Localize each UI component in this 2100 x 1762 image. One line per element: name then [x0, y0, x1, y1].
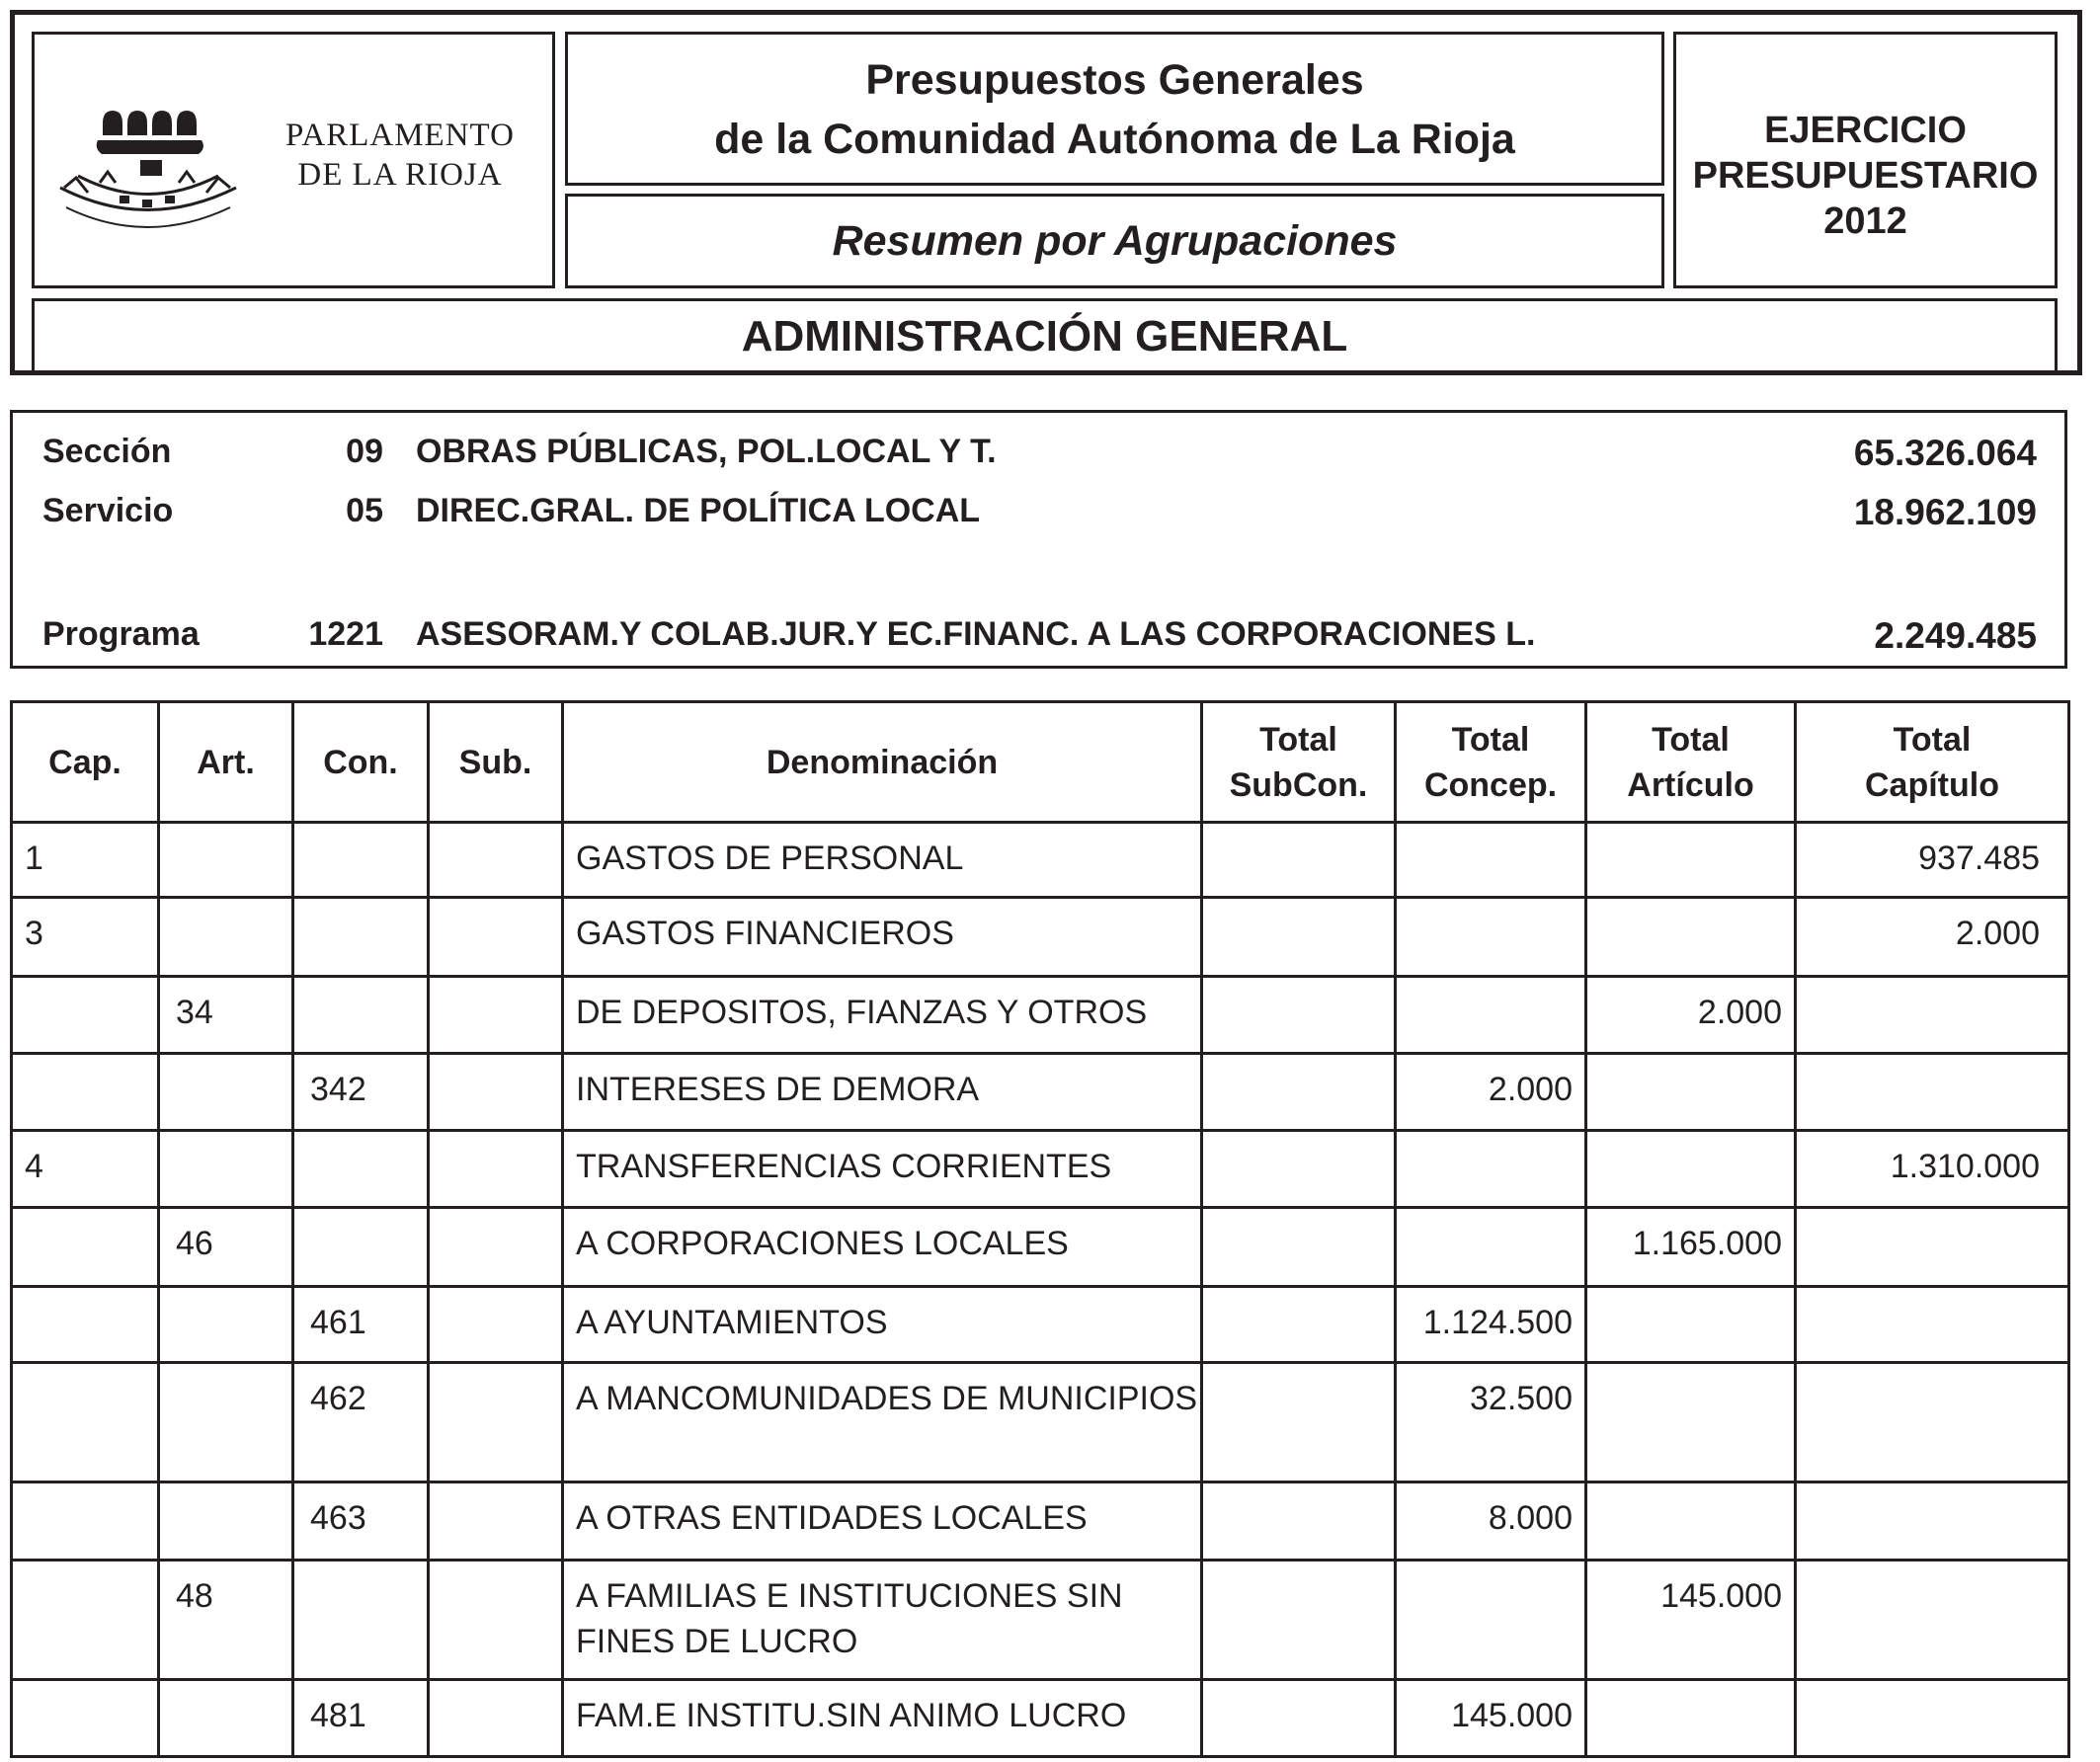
- cell-cap: 3: [12, 898, 159, 977]
- table-row: [12, 1561, 2069, 1680]
- cell-sub: [429, 977, 563, 1054]
- cell-con: [293, 1561, 429, 1680]
- seccion-label: Sección: [42, 433, 172, 470]
- cell-total-articulo: [1586, 1131, 1796, 1208]
- cell-total-concep: [1396, 823, 1586, 898]
- table-row: [12, 1054, 2069, 1131]
- cell-cap: [12, 1680, 159, 1757]
- cell-total-concep: [1396, 977, 1586, 1054]
- header-total-capitulo: Total Capítulo: [1796, 702, 2069, 823]
- cell-art: [159, 1363, 293, 1482]
- cell-total-capitulo: [1796, 1680, 2069, 1757]
- header-art: Art.: [159, 702, 293, 823]
- table-row: [12, 898, 2069, 977]
- servicio-label: Servicio: [42, 492, 174, 529]
- cell-sub: [429, 1131, 563, 1208]
- cell-sub: [429, 1208, 563, 1287]
- cell-art: 34: [159, 977, 293, 1054]
- cell-total-concep: [1396, 1131, 1586, 1208]
- cell-denominacion: INTERESES DE DEMORA: [563, 1054, 1202, 1131]
- cell-cap: [12, 1363, 159, 1482]
- cell-total-capitulo: [1796, 977, 2069, 1054]
- table-row: [12, 1680, 2069, 1757]
- cell-total-subcon: [1202, 1054, 1396, 1131]
- cell-denominacion: GASTOS DE PERSONAL: [563, 823, 1202, 898]
- cell-sub: [429, 823, 563, 898]
- cell-cap: [12, 1054, 159, 1131]
- cell-con: [293, 1131, 429, 1208]
- fiscal-year: [1676, 108, 2055, 244]
- cell-total-capitulo: 2.000: [1796, 898, 2069, 977]
- table-row: [12, 823, 2069, 898]
- seccion-row: [13, 433, 2064, 482]
- table-row: [12, 977, 2069, 1054]
- seccion-amount: 65.326.064: [1853, 433, 2037, 473]
- cell-total-subcon: [1202, 1680, 1396, 1757]
- cell-cap: [12, 1208, 159, 1287]
- table-row: [12, 1287, 2069, 1363]
- cell-sub: [429, 898, 563, 977]
- cell-con: [293, 823, 429, 898]
- cell-con: 461: [293, 1287, 429, 1363]
- cell-total-articulo: 2.000: [1586, 977, 1796, 1054]
- cell-sub: [429, 1482, 563, 1561]
- cell-art: [159, 1287, 293, 1363]
- cell-denominacion: FAM.E INSTITU.SIN ANIMO LUCRO: [563, 1680, 1202, 1757]
- table-header-row: [12, 702, 2069, 823]
- cell-total-articulo: [1586, 1054, 1796, 1131]
- cell-denominacion: A FAMILIAS E INSTITUCIONES SIN FINES DE LUCRO: [563, 1561, 1202, 1680]
- cell-denominacion: TRANSFERENCIAS CORRIENTES: [563, 1131, 1202, 1208]
- cell-cap: [12, 1482, 159, 1561]
- title-panel: [565, 32, 1664, 186]
- cell-total-articulo: [1586, 898, 1796, 977]
- cell-denominacion: A MANCOMUNIDADES DE MUNICIPIOS: [563, 1363, 1202, 1482]
- cell-sub: [429, 1561, 563, 1680]
- header-cap: Cap.: [12, 702, 159, 823]
- cell-cap: [12, 1561, 159, 1680]
- cell-con: 463: [293, 1482, 429, 1561]
- table-row: [12, 1208, 2069, 1287]
- servicio-row: [13, 492, 2064, 541]
- year-line-2: PRESUPUESTARIO: [1692, 155, 2039, 197]
- cell-total-articulo: [1586, 1287, 1796, 1363]
- cell-total-capitulo: [1796, 1054, 2069, 1131]
- servicio-amount: 18.962.109: [1853, 492, 2037, 532]
- cell-sub: [429, 1680, 563, 1757]
- table-row: [12, 1363, 2069, 1482]
- cell-total-capitulo: [1796, 1208, 2069, 1287]
- cell-art: 46: [159, 1208, 293, 1287]
- title-line-2: de la Comunidad Autónoma de La Rioja: [714, 116, 1515, 163]
- document-header: [10, 10, 2082, 375]
- cell-total-capitulo: [1796, 1561, 2069, 1680]
- cell-total-subcon: [1202, 1363, 1396, 1482]
- cell-art: 48: [159, 1561, 293, 1680]
- cell-total-concep: 145.000: [1396, 1680, 1586, 1757]
- programa-amount: 2.249.485: [1874, 615, 2037, 656]
- cell-con: [293, 1208, 429, 1287]
- cell-total-capitulo: [1796, 1287, 2069, 1363]
- cell-total-concep: [1396, 1208, 1586, 1287]
- cell-cap: [12, 977, 159, 1054]
- area-panel: [32, 298, 2058, 375]
- document-title: [568, 50, 1661, 169]
- cell-total-articulo: [1586, 1680, 1796, 1757]
- header-total-subcon: Total SubCon.: [1202, 702, 1396, 823]
- cell-total-subcon: [1202, 1482, 1396, 1561]
- header-total-articulo: Total Artículo: [1586, 702, 1796, 823]
- cell-art: [159, 898, 293, 977]
- cell-con: 462: [293, 1363, 429, 1482]
- logo-line-1: PARLAMENTO: [285, 118, 515, 153]
- header-sub: Sub.: [429, 702, 563, 823]
- title-line-1: Presupuestos Generales: [865, 56, 1364, 104]
- logo-wordmark: [252, 116, 548, 195]
- cell-denominacion: GASTOS FINANCIEROS: [563, 898, 1202, 977]
- cell-sub: [429, 1054, 563, 1131]
- table-row: [12, 1482, 2069, 1561]
- cell-total-subcon: [1202, 1287, 1396, 1363]
- document-subtitle: Resumen por Agrupaciones: [832, 217, 1398, 265]
- cell-total-concep: 1.124.500: [1396, 1287, 1586, 1363]
- subtitle-panel: [565, 194, 1664, 288]
- cell-art: [159, 823, 293, 898]
- section-info: [10, 410, 2067, 669]
- cell-denominacion: DE DEPOSITOS, FIANZAS Y OTROS: [563, 977, 1202, 1054]
- seccion-code: 09: [346, 433, 383, 470]
- cell-total-capitulo: 1.310.000: [1796, 1131, 2069, 1208]
- cell-total-concep: 2.000: [1396, 1054, 1586, 1131]
- parlamento-crest-icon: [48, 89, 246, 237]
- cell-cap: 1: [12, 823, 159, 898]
- header-con: Con.: [293, 702, 429, 823]
- budget-table: [10, 700, 2070, 1758]
- cell-total-articulo: 145.000: [1586, 1561, 1796, 1680]
- cell-total-capitulo: 937.485: [1796, 823, 2069, 898]
- cell-con: [293, 977, 429, 1054]
- cell-art: [159, 1054, 293, 1131]
- year-line-1: EJERCICIO: [1764, 110, 1967, 151]
- cell-art: [159, 1131, 293, 1208]
- cell-cap: [12, 1287, 159, 1363]
- cell-total-subcon: [1202, 898, 1396, 977]
- cell-con: 342: [293, 1054, 429, 1131]
- cell-total-subcon: [1202, 977, 1396, 1054]
- cell-total-subcon: [1202, 1131, 1396, 1208]
- cell-total-subcon: [1202, 823, 1396, 898]
- logo-panel: [32, 32, 555, 288]
- cell-total-concep: [1396, 1561, 1586, 1680]
- cell-total-subcon: [1202, 1561, 1396, 1680]
- cell-total-articulo: 1.165.000: [1586, 1208, 1796, 1287]
- programa-label: Programa: [42, 615, 200, 653]
- cell-total-subcon: [1202, 1208, 1396, 1287]
- cell-denominacion: A AYUNTAMIENTOS: [563, 1287, 1202, 1363]
- cell-con: 481: [293, 1680, 429, 1757]
- servicio-code: 05: [346, 492, 383, 529]
- cell-total-concep: 32.500: [1396, 1363, 1586, 1482]
- cell-denominacion: A CORPORACIONES LOCALES: [563, 1208, 1202, 1287]
- servicio-desc: DIREC.GRAL. DE POLÍTICA LOCAL: [416, 492, 981, 529]
- cell-total-articulo: [1586, 1482, 1796, 1561]
- cell-sub: [429, 1363, 563, 1482]
- cell-denominacion: A OTRAS ENTIDADES LOCALES: [563, 1482, 1202, 1561]
- logo-line-2: DE LA RIOJA: [297, 157, 503, 193]
- cell-con: [293, 898, 429, 977]
- cell-cap: 4: [12, 1131, 159, 1208]
- cell-art: [159, 1680, 293, 1757]
- programa-code: 1221: [308, 615, 383, 653]
- year-value: 2012: [1823, 200, 1907, 242]
- year-panel: [1673, 32, 2058, 288]
- cell-art: [159, 1482, 293, 1561]
- header-total-concep: Total Concep.: [1396, 702, 1586, 823]
- cell-sub: [429, 1287, 563, 1363]
- cell-total-concep: [1396, 898, 1586, 977]
- area-title: ADMINISTRACIÓN GENERAL: [741, 312, 1348, 360]
- cell-total-capitulo: [1796, 1482, 2069, 1561]
- cell-total-articulo: [1586, 1363, 1796, 1482]
- seccion-desc: OBRAS PÚBLICAS, POL.LOCAL Y T.: [416, 433, 997, 470]
- header-denominacion: Denominación: [563, 702, 1202, 823]
- cell-total-capitulo: [1796, 1363, 2069, 1482]
- programa-desc: ASESORAM.Y COLAB.JUR.Y EC.FINANC. A LAS CORPORACIONES L.: [416, 615, 1536, 653]
- table-row: [12, 1131, 2069, 1208]
- cell-total-concep: 8.000: [1396, 1482, 1586, 1561]
- cell-total-articulo: [1586, 823, 1796, 898]
- programa-row: [13, 615, 2064, 665]
